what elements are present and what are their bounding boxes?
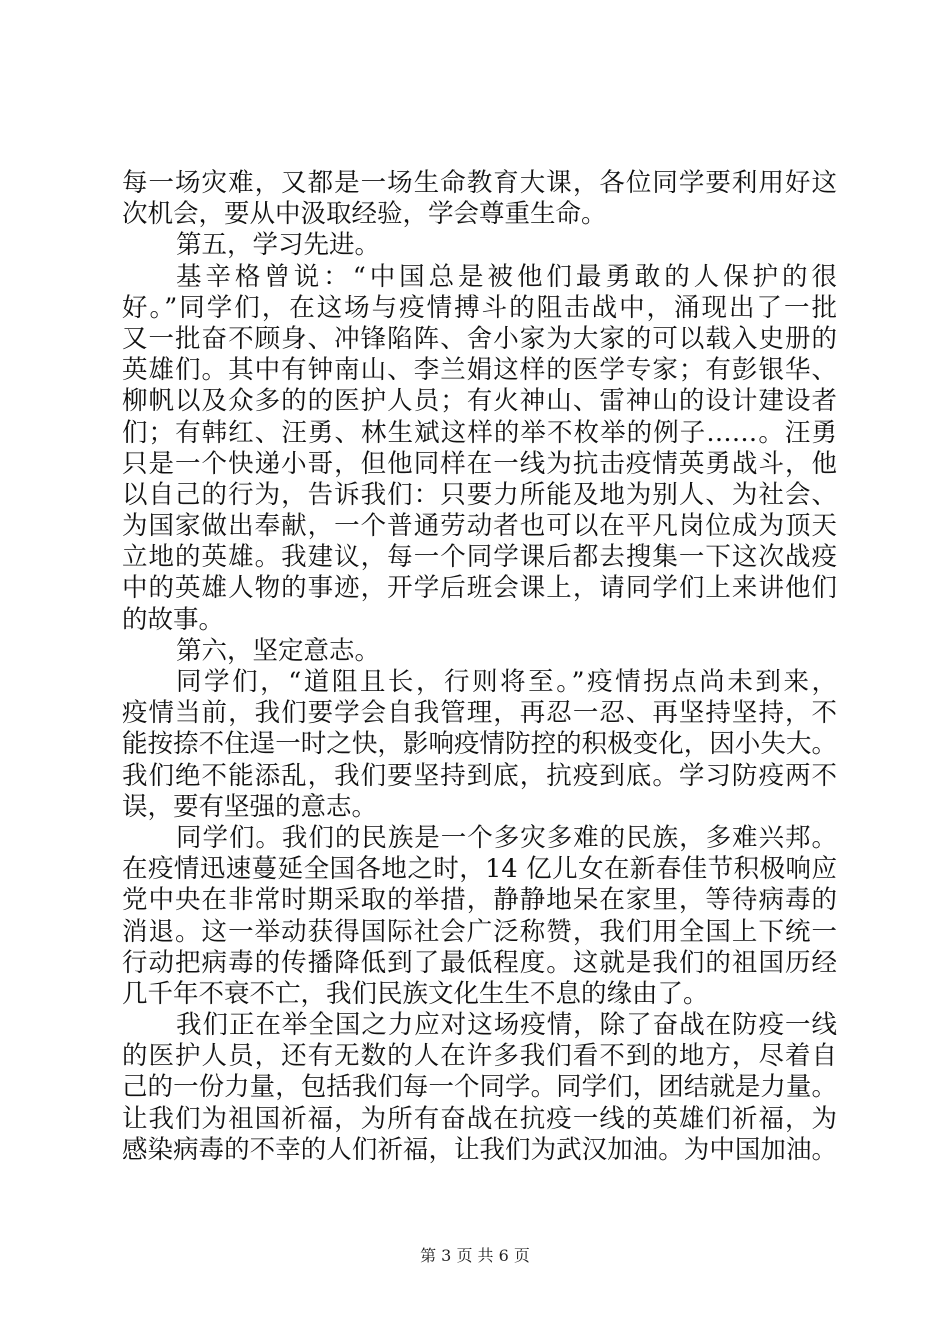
- text-line: 的医护人员，还有无数的人在许多我们看不到的地方，尽着自: [122, 1041, 837, 1072]
- text-line: 疫情当前，我们要学会自我管理，再忍一忍、再坚持坚持，不: [122, 698, 837, 729]
- text-line: 行动把病毒的传播降低到了最低程度。这就是我们的祖国历经: [122, 947, 837, 978]
- text-line: 感染病毒的不幸的人们祈福，让我们为武汉加油。为中国加油。: [122, 1134, 837, 1165]
- text-line: 柳帆以及众多的的医护人员；有火神山、雷神山的设计建设者: [122, 386, 837, 417]
- text-line: 基辛格曾说：“中国总是被他们最勇敢的人保护的很: [176, 261, 837, 292]
- text-line: 第五，学习先进。: [176, 230, 381, 261]
- body-text: [122, 168, 837, 1166]
- text-line: 英雄们。其中有钟南山、李兰娟这样的医学专家；有彭银华、: [122, 355, 837, 386]
- text-line: 党中央在非常时期采取的举措，静静地呆在家里，等待病毒的: [122, 885, 837, 916]
- text-line: 同学们。我们的民族是一个多灾多难的民族，多难兴邦。: [176, 822, 837, 853]
- text-line: 我们绝不能添乱，我们要坚持到底，抗疫到底。学习防疫两不: [122, 760, 837, 791]
- text-line: 为国家做出奉献，一个普通劳动者也可以在平凡岗位成为顶天: [122, 511, 837, 542]
- text-line: 第六，坚定意志。: [176, 635, 381, 666]
- page-footer: 第 3 页 共 6 页: [420, 1246, 530, 1265]
- text-line: 立地的英雄。我建议，每一个同学课后都去搜集一下这次战疫: [122, 542, 837, 573]
- text-line: 好。”同学们，在这场与疫情搏斗的阻击战中，涌现出了一批: [122, 292, 837, 323]
- text-line: 同学们，“道阻且长，行则将至。”疫情拐点尚未到来，: [176, 667, 837, 697]
- text-line: 只是一个快递小哥，但他同样在一线为抗击疫情英勇战斗，他: [122, 448, 837, 479]
- text-line: 次机会，要从中汲取经验，学会尊重生命。: [122, 199, 607, 230]
- text-line: 中的英雄人物的事迹，开学后班会课上，请同学们上来讲他们: [122, 573, 837, 604]
- text-line: 让我们为祖国祈福，为所有奋战在抗疫一线的英雄们祈福，为: [122, 1103, 837, 1134]
- text-line: 又一批奋不顾身、冲锋陷阵、舍小家为大家的可以载入史册的: [122, 323, 837, 354]
- text-line: 的故事。: [122, 604, 225, 635]
- text-line: 己的一份力量，包括我们每一个同学。同学们，团结就是力量。: [122, 1072, 837, 1103]
- text-line: 在疫情迅速蔓延全国各地之时，14 亿儿女在新春佳节积极响应: [122, 854, 837, 885]
- text-line: 以自己的行为，告诉我们：只要力所能及地为别人、为社会、: [122, 479, 837, 510]
- text-line: 们；有韩红、汪勇、林生斌这样的举不枚举的例子……。汪勇: [122, 417, 837, 448]
- text-line: 我们正在举全国之力应对这场疫情，除了奋战在防疫一线: [176, 1010, 837, 1041]
- text-line: 能按捺不住逞一时之快，影响疫情防控的积极变化，因小失大。: [122, 729, 837, 760]
- text-line: 每一场灾难，又都是一场生命教育大课，各位同学要利用好这: [122, 168, 837, 198]
- text-line: 误，要有坚强的意志。: [122, 791, 378, 822]
- text-line: 消退。这一举动获得国际社会广泛称赞，我们用全国上下统一: [122, 916, 837, 947]
- text-line: 几千年不衰不亡，我们民族文化生生不息的缘由了。: [122, 978, 709, 1009]
